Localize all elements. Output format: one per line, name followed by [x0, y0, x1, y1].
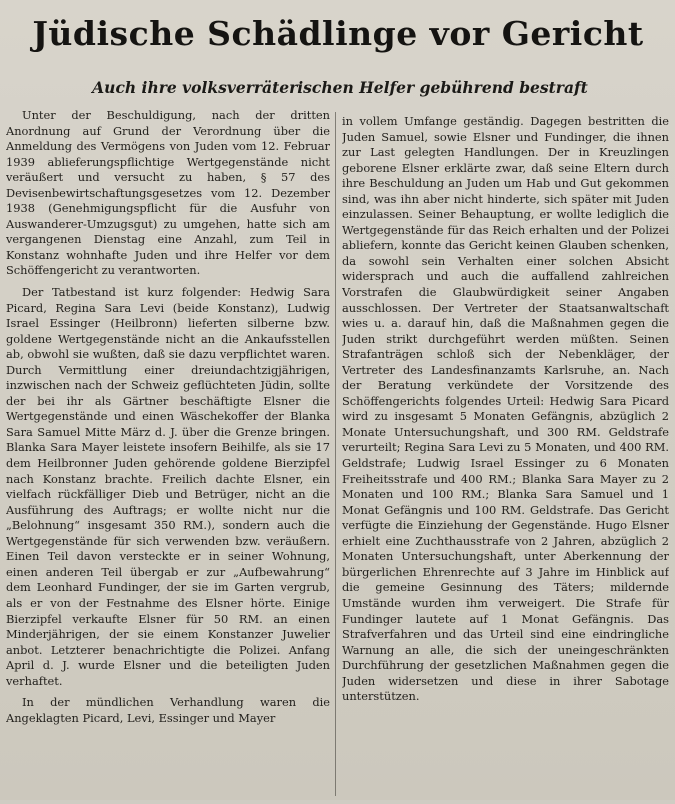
- paragraph: In der mündlichen Verhandlung waren die Angeklagten Picard, Levi, Essinger und Mayer: [6, 695, 330, 725]
- left-column: [6, 108, 330, 798]
- paragraph: Unter der Beschuldigung, nach der dritten Anordnung auf Grund der Verordnung über die Anmeldung des Vermögens von Juden vom 12. Februar 1939 ablieferungspflichtige Wertgegenstände nicht veräußert und versucht zu haben, § 57 des Devisenbewirtschaftungsgesetzes vom 12. Dezember 1938 (Genehmigungspflicht für die Ausfuhr von Auswanderer-Umzugsgut) zu umgehen, hatte sich am vergangenen Dienstag eine Anzahl, zum Teil in Konstanz wohnhafte Juden und ihre Helfer vor dem Schöffengericht zu verantworten.: [6, 108, 330, 278]
- column-divider: [335, 112, 336, 796]
- right-column: [342, 114, 669, 804]
- paragraph: in vollem Umfange geständig. Dagegen bestritten die Juden Samuel, sowie Elsner und Fundinger, die ihnen zur Last gelegten Handlungen. Der in Kreuzlingen geborene Elsner erklärte zwar, daß seine Eltern durch ihre Beschuldung an Juden um Hab und Gut gekommen sind, was ihn aber nicht hinderte, sich später mit Juden einzulassen. Seiner Behauptung, er wollte lediglich die Wertgegenstände für das Reich erhalten und der Polizei abliefern, konnte das Gericht keinen Glauben schenken, da sowohl sein Verhalten einer solchen Absicht widersprach und auch die auffallend zahlreichen Vorstrafen die Glaubwürdigkeit seiner Angaben ausschlossen. Der Vertreter der Staatsanwaltschaft wies u. a. darauf hin, daß die Maßnahmen gegen die Juden strikt durchgeführt werden müßten. Seinen Strafanträgen schloß sich der Nebenkläger, der Vertreter des Landesfinanzamts Karlsruhe, an. Nach der Beratung verkündete der Vorsitzende des Schöffengerichts folgendes Urteil: Hedwig Sara Picard wird zu insgesamt 5 Monaten Gefängnis, abzüglich 2 Monate Untersuchungshaft, und 300 RM. Geldstrafe verurteilt; Regina Sara Levi zu 5 Monaten, und 400 RM. Geldstrafe; Ludwig Israel Essinger zu 6 Monaten Freiheitsstrafe und 400 RM.; Blanka Sara Mayer zu 2 Monaten und 100 RM.; Blanka Sara Samuel und 1 Monat Gefängnis und 100 RM. Geldstrafe. Das Gericht verfügte die Einziehung der Gegenstände. Hugo Elsner erhielt eine Zuchthausstrafe von 2 Jahren, abzüglich 2 Monaten Untersuchungshaft, unter Aberkennung der bürgerlichen Ehrenrechte auf 3 Jahre im Hinblick auf die gemeine Gesinnung des Täters; mildernde Umstände wurden ihm verweigert. Die Strafe für Fundinger lautete auf 1 Monat Gefängnis. Das Strafverfahren und das Urteil sind eine eindringliche Warnung an alle, die sich der uneingeschränkten Durchführung der gesetzlichen Maßnahmen gegen die Juden widersetzen und diese in ihrer Sabotage unterstützen.: [342, 114, 669, 704]
- subheadline: Auch ihre volksverräterischen Helfer gebührend bestraft: [92, 78, 588, 97]
- headline: Jüdische Schädlinge vor Gericht: [32, 14, 644, 53]
- paragraph: Der Tatbestand ist kurz folgender: Hedwig Sara Picard, Regina Sara Levi (beide Konstanz), Ludwig Israel Essinger (Heilbronn) lieferten silberne bzw. goldene Wertgegenstände nicht an die Ankaufsstellen ab, obwohl sie wußten, daß sie dazu verpflichtet waren. Durch Vermittlung einer dreiundachtzigjährigen, inzwischen nach der Schweiz geflüchteten Jüdin, sollte der bei ihr als Gärtner beschäftigte Elsner die Wertgegenstände und einen Wäschekoffer der Blanka Sara Samuel Mitte März d. J. über die Grenze bringen. Blanka Sara Mayer leistete insofern Beihilfe, als sie 17 dem Heilbronner Juden gehörende goldene Bierzipfel nach Konstanz brachte. Freilich dachte Elsner, ein vielfach rückfälliger Dieb und Betrüger, nicht an die Ausführung des Auftrags; er wollte nicht nur die „Belohnung“ insgesamt 350 RM.), sondern auch die Wertgegenstände für sich verwenden bzw. veräußern. Einen Teil davon versteckte er in seiner Wohnung, einen anderen Teil übergab er zur „Aufbewahrung“ dem Leonhard Fundinger, der sie im Garten vergrub, als er von der Festnahme des Elsner hörte. Einige Bierzipfel verkaufte Elsner für 50 RM. an einen Minderjährigen, der sie einem Konstanzer Juwelier anbot. Letzterer benachrichtigte die Polizei. Anfang April d. J. wurde Elsner und die beteiligten Juden verhaftet.: [6, 285, 330, 688]
